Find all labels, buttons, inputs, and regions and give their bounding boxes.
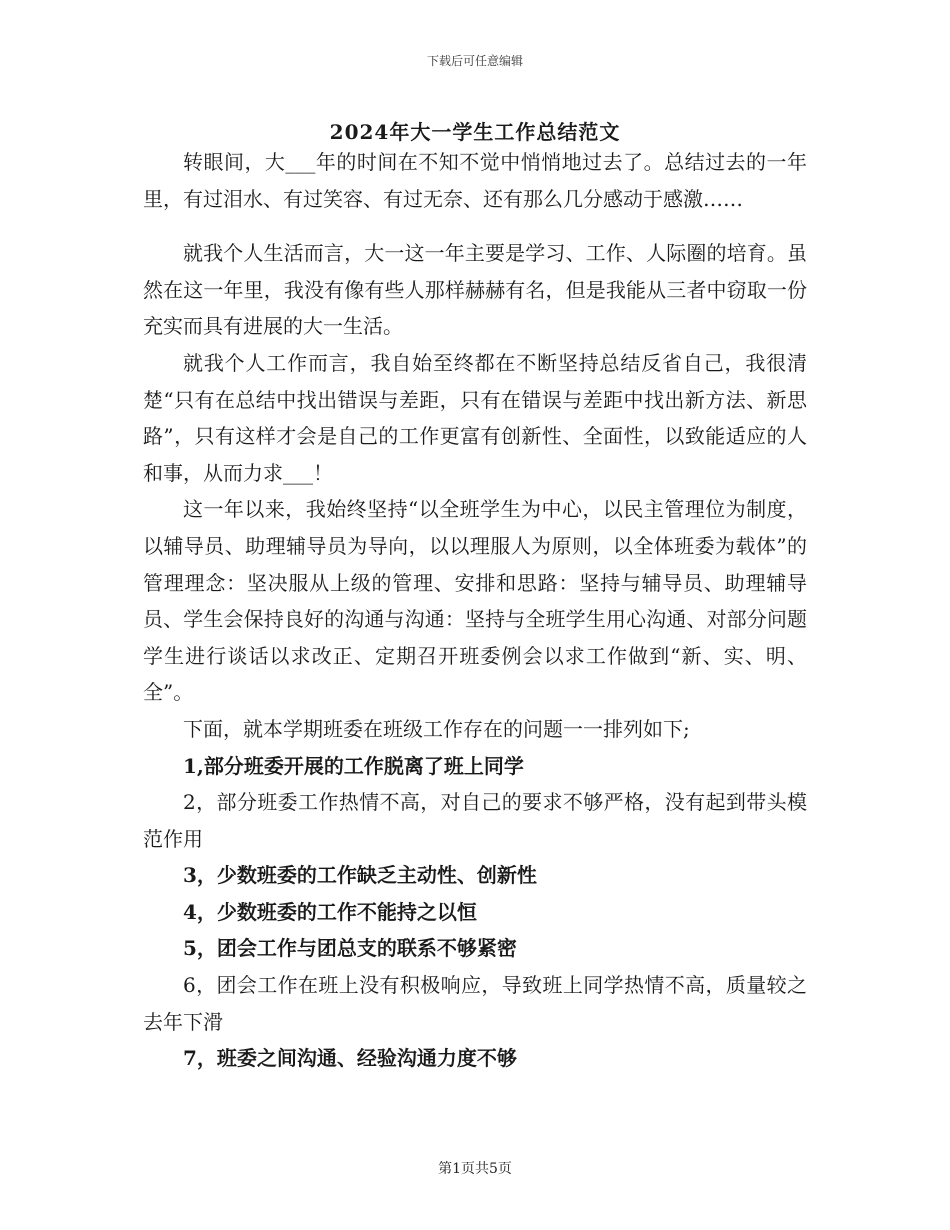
- issue-item-5: 5，团会工作与团总支的联系不够紧密: [183, 936, 517, 961]
- paragraph-life: 就我个人生活而言，大一这一年主要是学习、工作、人际圈的培育。虽然在这一年里，我没有像有些人那样赫赫有名，但是我能从三者中窃取一份充实而具有进展的大一生活。: [143, 241, 807, 339]
- paragraph-philosophy: 这一年以来，我始终坚持“以全班学生为中心，以民主管理位为制度，以辅导员、助理辅导员为导向，以以理服人为原则，以全体班委为载体”的管理理念：坚决服从上级的管理、安排和思路：坚持与辅导员、助理辅导员、学生会保持良好的沟通与沟通：坚持与全班学生用心沟通、对部分问题学生进行谈话以求改正、定期召开班委例会以求工作做到“新、实、明、全”。: [143, 497, 807, 705]
- document-title: 2024年大一学生工作总结范文: [329, 120, 621, 144]
- issue-item-6: 6，团会工作在班上没有积极响应，导致班上同学热情不高，质量较之去年下滑: [143, 973, 807, 1034]
- issue-item-7: 7，班委之间沟通、经验沟通力度不够: [183, 1046, 517, 1071]
- paragraph-intro: 转眼间，大___年的时间在不知不觉中悄悄地过去了。总结过去的一年里，有过泪水、有过笑容、有过无奈、还有那么几分感动于感激……: [143, 150, 807, 211]
- page-footer: 第1页共5页: [438, 1161, 512, 1177]
- issue-item-2: 2，部分班委工作热情不高，对自己的要求不够严格，没有起到带头模范作用: [143, 790, 807, 851]
- document-body: [143, 144, 807, 1077]
- page-header: 下载后可任意编辑: [426, 54, 523, 68]
- paragraph-work: 就我个人工作而言，我自始至终都在不断坚持总结反省自己，我很清楚“只有在总结中找出错误与差距，只有在错误与差距中找出新方法、新思路”，只有这样才会是自己的工作更富有创新性、全面性，以致能适应的人和事，从而力求___！: [143, 350, 807, 485]
- paragraph-issues-intro: 下面，就本学期班委在班级工作存在的问题一一排列如下;: [183, 716, 690, 741]
- issue-item-3: 3，少数班委的工作缺乏主动性、创新性: [183, 863, 537, 888]
- issue-item-4: 4，少数班委的工作不能持之以恒: [183, 899, 477, 924]
- issue-item-1: 1,部分班委开展的工作脱离了班上同学: [183, 753, 524, 778]
